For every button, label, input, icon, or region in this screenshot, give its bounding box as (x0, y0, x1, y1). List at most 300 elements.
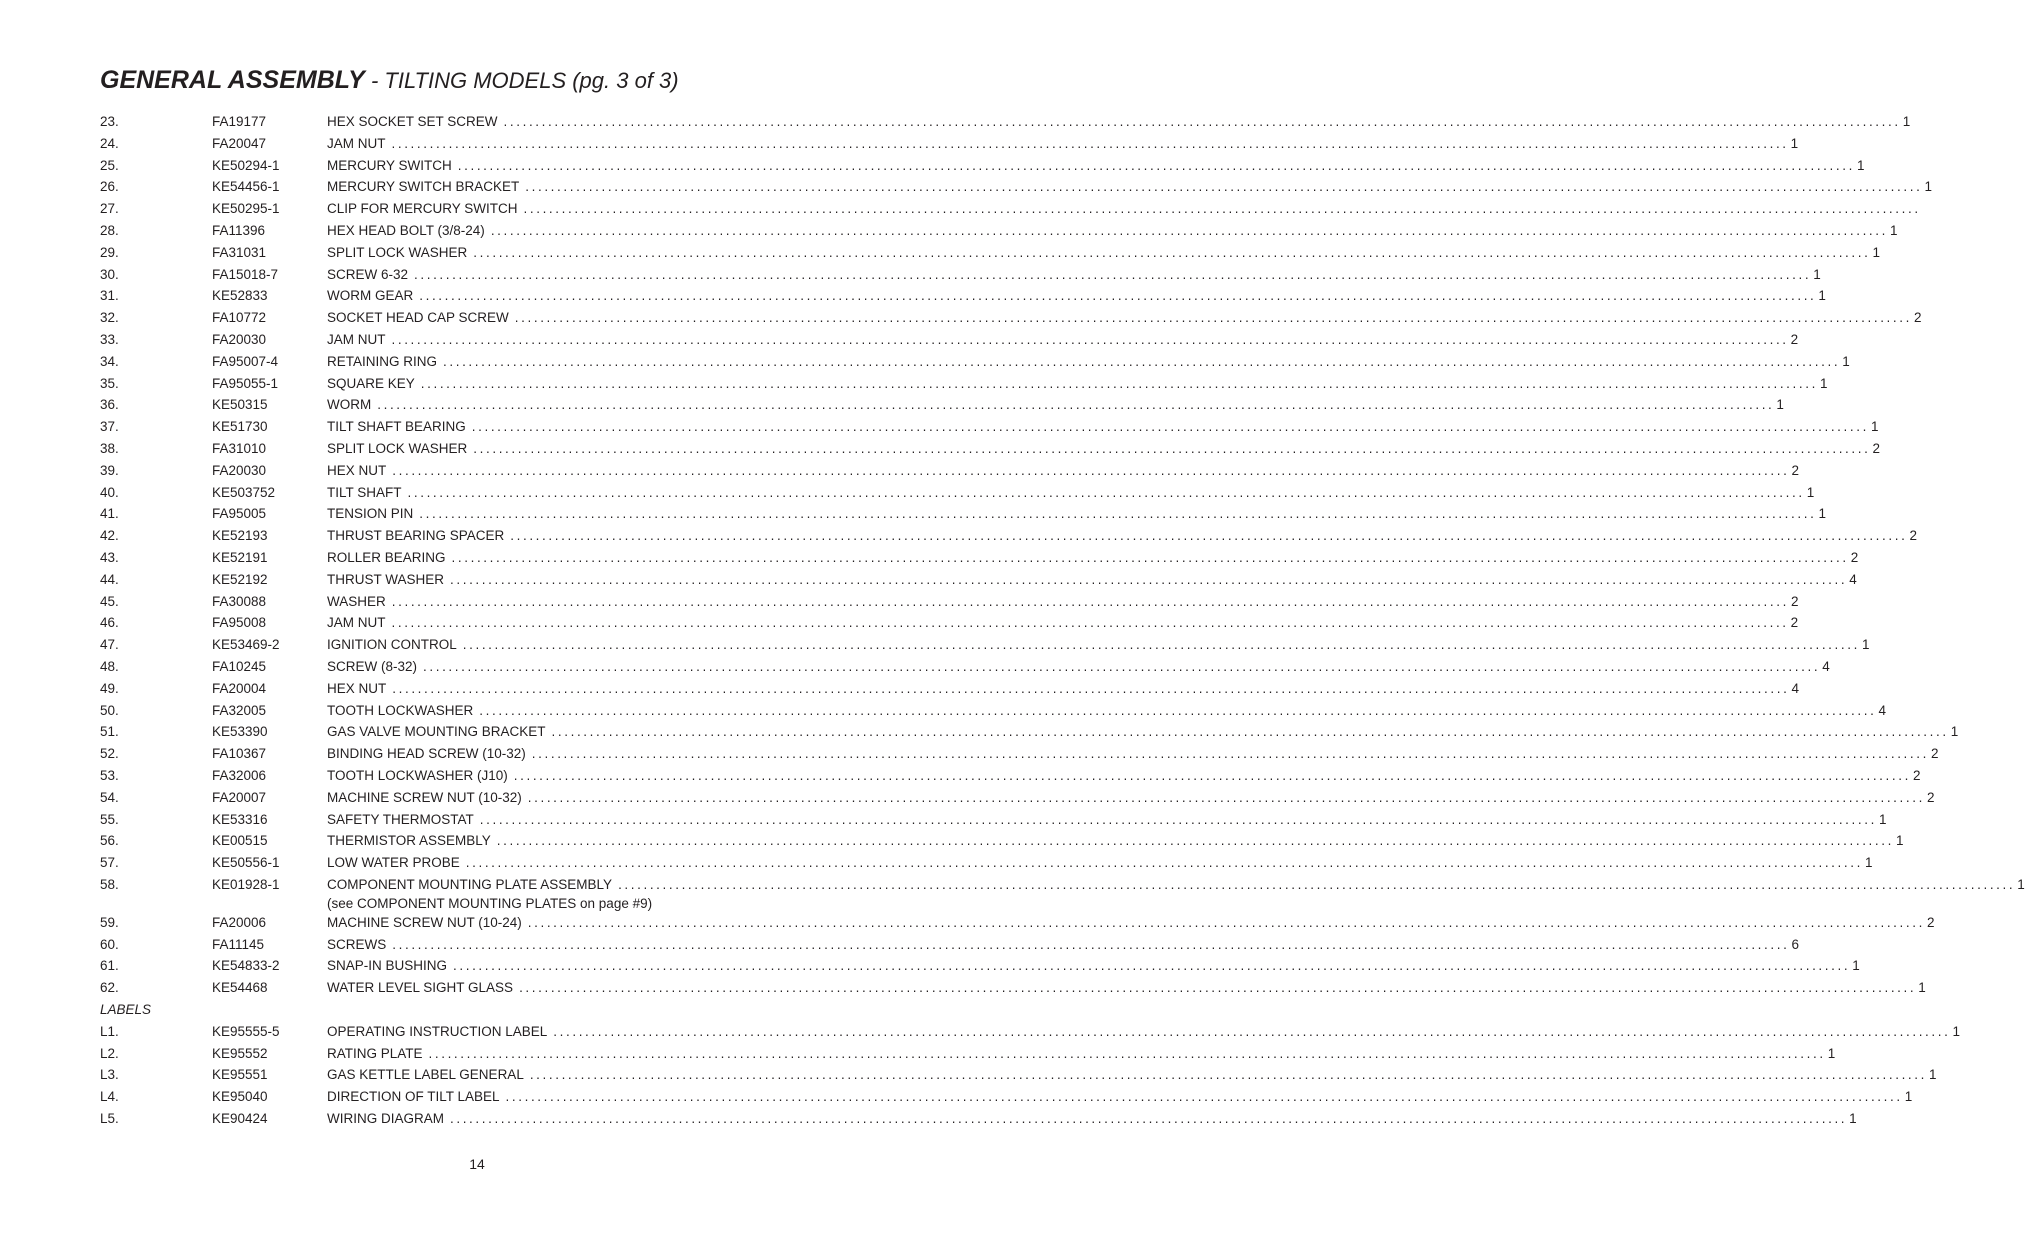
part-code: FA31010 (212, 440, 267, 456)
part-quantity: 2 (1926, 914, 1935, 930)
dot-leader: ............................................................................................................................................................................................................................ (479, 702, 1877, 718)
part-row (100, 198, 1921, 220)
part-description: HEX NUT (327, 680, 387, 696)
part-description-cell (327, 634, 1870, 656)
part-row (100, 634, 1870, 656)
part-code: KE95555-5 (212, 1023, 280, 1039)
part-description: COMPONENT MOUNTING PLATE ASSEMBLY (327, 876, 613, 892)
part-code: FA19177 (212, 114, 267, 129)
part-description: TILT SHAFT (327, 484, 402, 500)
part-description-cell (327, 787, 1935, 809)
part-row (100, 329, 1799, 351)
dot-leader: ............................................................................................................................................................................................................................ (419, 506, 1817, 522)
part-row (100, 721, 1959, 743)
dot-leader: ............................................................................................................................................................................................................................ (392, 936, 1790, 952)
dot-leader: ............................................................................................................................................................................................................................ (473, 440, 1871, 456)
part-description-cell (327, 1086, 1913, 1108)
part-description-cell (327, 307, 1922, 329)
part-item-number: 28. (100, 222, 119, 238)
part-item-number: 24. (100, 135, 119, 151)
part-row (100, 394, 1784, 416)
part-row (100, 547, 1859, 569)
dot-leader: ............................................................................................................................................................................................................................ (392, 462, 1790, 478)
part-description-cell (327, 1108, 1857, 1130)
part-quantity: 6 (1791, 936, 1799, 952)
part-code: FA20030 (212, 462, 267, 478)
dot-leader: ............................................................................................................................................................................................................................ (531, 746, 1929, 762)
part-description: THERMISTOR ASSEMBLY (327, 833, 491, 849)
part-quantity: 4 (1822, 658, 1830, 674)
part-code: FA20007 (212, 789, 267, 805)
part-description-cell (327, 525, 1917, 547)
labels-section-heading: LABELS (100, 1002, 152, 1018)
part-code: KE53316 (212, 811, 268, 827)
part-code: FA20004 (212, 680, 267, 696)
part-row (100, 264, 1821, 286)
part-description: JAM NUT (327, 331, 386, 347)
part-description-cell (327, 1064, 1937, 1086)
part-quantity: 1 (1856, 157, 1865, 173)
dot-leader: ............................................................................................................................................................................................................................ (551, 724, 1949, 740)
part-row (100, 830, 1904, 852)
dot-leader: ............................................................................................................................................................................................................................ (391, 615, 1789, 631)
part-quantity: 1 (1889, 222, 1898, 238)
dot-leader: ............................................................................................................................................................................................................................ (618, 876, 2016, 892)
part-row (100, 285, 1826, 307)
part-description-cell (327, 264, 1821, 286)
part-row (100, 373, 1828, 395)
part-code: FA10367 (212, 746, 267, 762)
part-row (100, 1021, 1960, 1043)
part-description-cell (327, 830, 1904, 852)
dot-leader: ............................................................................................................................................................................................................................ (514, 310, 1912, 326)
part-quantity: 2 (1791, 462, 1799, 478)
dot-leader: ............................................................................................................................................................................................................................ (392, 680, 1790, 696)
part-item-number: L3. (100, 1067, 119, 1083)
part-item-number: 41. (100, 506, 119, 522)
part-quantity: 2 (1790, 331, 1799, 347)
part-item-number: 36. (100, 397, 119, 413)
part-quantity: 1 (1924, 179, 1932, 195)
part-description: SPLIT LOCK WASHER (327, 244, 468, 260)
part-code: KE53390 (212, 724, 268, 740)
part-description-cell (327, 111, 1911, 133)
part-code: KE52192 (212, 571, 268, 587)
part-code: FA32006 (212, 767, 267, 783)
part-code: FA95008 (212, 615, 267, 631)
part-item-number: 51. (100, 724, 119, 740)
part-row (100, 569, 1857, 591)
part-description: HEX SOCKET SET SCREW (327, 114, 498, 129)
part-description-cell (327, 438, 1880, 460)
dot-leader: ............................................................................................................................................................................................................................ (391, 331, 1789, 347)
part-code: KE01928-1 (212, 876, 280, 892)
part-description: WORM GEAR (327, 288, 414, 304)
part-code: FA10245 (212, 658, 267, 674)
dot-leader: ............................................................................................................................................................................................................................ (479, 811, 1877, 827)
part-description-cell (327, 1021, 1960, 1043)
part-description: LOW WATER PROBE (327, 855, 460, 871)
part-code: KE52833 (212, 288, 268, 304)
part-item-number: 61. (100, 958, 119, 974)
part-quantity: 2 (1913, 310, 1922, 326)
part-code: FA11145 (212, 936, 265, 952)
part-description-cell (327, 934, 1799, 956)
part-row (100, 351, 1850, 373)
part-quantity: 1 (1878, 811, 1887, 827)
part-description-cell (327, 242, 1880, 264)
part-quantity: 1 (1952, 1023, 1960, 1039)
part-code: FA95005 (212, 506, 267, 522)
part-item-number: 60. (100, 936, 119, 952)
part-item-number: L4. (100, 1089, 119, 1105)
part-description: RETAINING RING (327, 353, 438, 369)
part-code: FA30088 (212, 593, 267, 609)
part-code: KE95552 (212, 1045, 268, 1061)
part-quantity: 1 (1806, 484, 1815, 500)
part-row (100, 977, 1926, 999)
part-description-cell (327, 416, 1879, 438)
part-code: FA95007-4 (212, 353, 279, 369)
part-quantity: 1 (1904, 1089, 1913, 1105)
part-code: KE95040 (212, 1089, 268, 1105)
part-quantity: 1 (1929, 1067, 1937, 1083)
part-row (100, 765, 1921, 787)
part-code: KE503752 (212, 484, 276, 500)
dot-leader: ............................................................................................................................................................................................................................ (453, 958, 1851, 974)
part-item-number: 43. (100, 549, 119, 565)
part-quantity: 1 (1852, 958, 1860, 974)
part-item-number: L5. (100, 1111, 119, 1127)
part-item-number: 38. (100, 440, 119, 456)
part-description-cell (327, 329, 1799, 351)
dot-leader: ............................................................................................................................................................................................................................ (490, 222, 1888, 238)
part-description-cell (327, 721, 1959, 743)
part-item-number: 39. (100, 462, 119, 478)
part-quantity: 2 (1790, 615, 1799, 631)
part-item-number: 59. (100, 914, 119, 930)
part-item-number: 34. (100, 353, 119, 369)
part-description: GAS KETTLE LABEL GENERAL (327, 1067, 524, 1083)
part-description: TOOTH LOCKWASHER (J10) (327, 767, 508, 783)
part-code: KE00515 (212, 833, 268, 849)
dot-leader: ............................................................................................................................................................................................................................ (423, 658, 1821, 674)
part-row (100, 176, 1932, 198)
part-row (100, 1064, 1937, 1086)
part-item-number: 44. (100, 571, 119, 587)
page-title (100, 62, 679, 99)
part-row (100, 852, 1873, 874)
dot-leader: ............................................................................................................................................................................................................................ (465, 855, 1863, 871)
part-row (100, 743, 1939, 765)
part-row (100, 1108, 1857, 1130)
part-description-cell (327, 220, 1898, 242)
part-description: MERCURY SWITCH BRACKET (327, 179, 520, 195)
part-description-cell (327, 198, 1921, 220)
part-row (100, 955, 1860, 977)
part-code: KE95551 (212, 1067, 268, 1083)
dot-leader: ............................................................................................................................................................................................................................ (457, 157, 1855, 173)
part-description-cell (327, 133, 1799, 155)
part-quantity: 4 (1878, 702, 1886, 718)
part-code: FA20030 (212, 331, 267, 347)
dot-leader: ............................................................................................................................................................................................................................ (407, 484, 1805, 500)
part-item-number: 47. (100, 637, 119, 653)
part-code: KE50315 (212, 397, 268, 413)
part-description: WASHER (327, 593, 386, 609)
part-code: KE53469-2 (212, 637, 280, 653)
part-description: GAS VALVE MOUNTING BRACKET (327, 724, 546, 740)
part-code: FA15018-7 (212, 266, 279, 282)
part-description: SPLIT LOCK WASHER (327, 440, 468, 456)
part-item-number: 27. (100, 201, 119, 217)
part-description-cell (327, 678, 1799, 700)
part-description: SNAP-IN BUSHING (327, 958, 448, 974)
part-row (100, 612, 1799, 634)
part-item-number: L1. (100, 1023, 119, 1039)
part-description-cell (327, 547, 1859, 569)
part-description: BINDING HEAD SCREW (10-32) (327, 746, 526, 762)
part-row (100, 111, 1911, 133)
part-description-cell (327, 1043, 1836, 1065)
part-code: KE50294-1 (212, 157, 280, 173)
part-item-number: 50. (100, 702, 119, 718)
part-description-cell (327, 591, 1799, 613)
dot-leader: ............................................................................................................................................................................................................................ (450, 1111, 1848, 1127)
part-item-number: 33. (100, 331, 119, 347)
part-row (100, 133, 1799, 155)
part-row (100, 1086, 1913, 1108)
title-subtitle: - TILTING MODELS (pg. 3 of 3) (364, 68, 679, 93)
part-quantity: 1 (1895, 833, 1904, 849)
part-row (100, 678, 1799, 700)
part-code: FA10772 (212, 310, 267, 326)
part-row (100, 307, 1922, 329)
part-description: SCREW (8-32) (327, 658, 418, 674)
part-quantity: 1 (1776, 397, 1784, 413)
part-row (100, 525, 1917, 547)
part-item-number: 30. (100, 266, 119, 282)
part-description-cell (327, 700, 1886, 722)
parts-list (100, 111, 2025, 1130)
part-row (100, 787, 1935, 809)
part-code: KE50556-1 (212, 855, 280, 871)
page-number: 14 (469, 1156, 485, 1172)
part-row (100, 155, 1865, 177)
part-quantity: 1 (1818, 506, 1826, 522)
part-code: KE54833-2 (212, 958, 280, 974)
part-description: CLIP FOR MERCURY SWITCH (327, 201, 518, 217)
part-row (100, 912, 1935, 934)
part-description: SOCKET HEAD CAP SCREW (327, 310, 509, 326)
part-item-number: 31. (100, 288, 119, 304)
part-item-number: 35. (100, 375, 119, 391)
part-code: FA31031 (212, 244, 267, 260)
part-row (100, 416, 1879, 438)
part-item-number: 53. (100, 767, 119, 783)
part-quantity: 1 (2017, 876, 2025, 892)
dot-leader: ............................................................................................................................................................................................................................ (471, 419, 1869, 435)
part-description-cell (327, 977, 1926, 999)
part-quantity: 1 (1842, 353, 1850, 369)
dot-leader: ............................................................................................................................................................................................................................ (462, 637, 1860, 653)
part-description: THRUST BEARING SPACER (327, 528, 505, 544)
dot-leader: ............................................................................................................................................................................................................................ (527, 914, 1925, 930)
part-quantity: 1 (1819, 375, 1828, 391)
part-description: TENSION PIN (327, 506, 414, 522)
part-quantity: 1 (1861, 637, 1870, 653)
part-row (100, 656, 1830, 678)
part-item-number: 46. (100, 615, 119, 631)
part-item-number: 57. (100, 855, 119, 871)
part-description: JAM NUT (327, 615, 386, 631)
part-description: THRUST WASHER (327, 571, 445, 587)
part-item-number: 54. (100, 789, 119, 805)
part-code: FA20006 (212, 914, 267, 930)
part-item-number: 32. (100, 310, 119, 326)
part-item-number: 52. (100, 746, 119, 762)
part-description-cell (327, 765, 1921, 787)
part-description: MACHINE SCREW NUT (10-24) (327, 914, 522, 930)
part-description: MACHINE SCREW NUT (10-32) (327, 789, 522, 805)
part-description-cell (327, 743, 1939, 765)
part-quantity: 2 (1850, 549, 1859, 565)
part-row (100, 809, 1887, 831)
dot-leader: ............................................................................................................................................................................................................................ (419, 288, 1817, 304)
part-description-cell (327, 373, 1828, 395)
part-description: SCREW 6-32 (327, 266, 409, 282)
part-item-number: 40. (100, 484, 119, 500)
part-row (100, 874, 2025, 912)
part-note: (see COMPONENT MOUNTING PLATES on page #9) (327, 895, 653, 911)
part-code: FA11396 (212, 222, 266, 238)
part-code: KE54468 (212, 980, 268, 996)
part-quantity: 1 (1827, 1045, 1836, 1061)
part-description-cell (327, 852, 1873, 874)
dot-leader: ............................................................................................................................................................................................................................ (443, 353, 1841, 369)
part-quantity: 2 (1930, 746, 1939, 762)
part-description: IGNITION CONTROL (327, 637, 457, 653)
dot-leader: ............................................................................................................................................................................................................................ (503, 114, 1901, 129)
part-description-cell (327, 351, 1850, 373)
dot-leader: ............................................................................................................................................................................................................................ (377, 397, 1775, 413)
part-item-number: 62. (100, 980, 119, 996)
dot-leader: ............................................................................................................................................................................................................................ (510, 528, 1908, 544)
part-description-cell (327, 569, 1857, 591)
part-quantity: 1 (1902, 114, 1911, 129)
dot-leader: ............................................................................................................................................................................................................................ (519, 980, 1917, 996)
part-description: WATER LEVEL SIGHT GLASS (327, 980, 514, 996)
dot-leader: ............................................................................................................................................................................................................................ (450, 571, 1848, 587)
part-description: ROLLER BEARING (327, 549, 446, 565)
part-item-number: 26. (100, 179, 119, 195)
part-description: OPERATING INSTRUCTION LABEL (327, 1023, 548, 1039)
dot-leader: ............................................................................................................................................................................................................................ (391, 135, 1789, 151)
part-item-number: 42. (100, 528, 119, 544)
part-description-cell (327, 503, 1826, 525)
part-description: SCREWS (327, 936, 387, 952)
part-item-number: 45. (100, 593, 119, 609)
part-quantity: 1 (1872, 244, 1880, 260)
part-quantity: 1 (1818, 288, 1826, 304)
part-item-number: 49. (100, 680, 119, 696)
part-code: KE50295-1 (212, 201, 280, 217)
part-description-cell (327, 955, 1860, 977)
part-quantity: 2 (1909, 528, 1917, 544)
dot-leader: ............................................................................................................................................................................................................................ (523, 201, 1921, 217)
part-code: KE52191 (212, 549, 268, 565)
part-quantity: 2 (1790, 593, 1799, 609)
part-code: KE51730 (212, 419, 268, 435)
part-quantity: 1 (1950, 724, 1959, 740)
part-description: TILT SHAFT BEARING (327, 419, 466, 435)
part-quantity: 1 (1870, 419, 1879, 435)
part-description-cell (327, 155, 1865, 177)
part-description-cell (327, 912, 1935, 934)
part-quantity: 4 (1849, 571, 1857, 587)
dot-leader: ............................................................................................................................................................................................................................ (428, 1045, 1826, 1061)
part-row (100, 934, 1799, 956)
dot-leader: ............................................................................................................................................................................................................................ (391, 593, 1789, 609)
part-row (100, 700, 1886, 722)
part-description-cell (327, 612, 1799, 634)
part-description-cell (327, 809, 1887, 831)
dot-leader: ............................................................................................................................................................................................................................ (525, 179, 1923, 195)
part-code: KE52193 (212, 528, 268, 544)
part-row (100, 503, 1826, 525)
part-quantity: 2 (1926, 789, 1935, 805)
part-description: SQUARE KEY (327, 375, 415, 391)
part-description-cell (327, 482, 1815, 504)
part-description-cell (327, 656, 1830, 678)
part-code: FA20047 (212, 135, 267, 151)
part-row (100, 242, 1880, 264)
part-quantity: 2 (1872, 440, 1880, 456)
part-code: FA32005 (212, 702, 267, 718)
dot-leader: ............................................................................................................................................................................................................................ (527, 789, 1925, 805)
part-description: WORM (327, 397, 372, 413)
part-row (100, 438, 1880, 460)
part-item-number: 29. (100, 244, 119, 260)
part-item-number: 56. (100, 833, 119, 849)
part-item-number: 55. (100, 811, 119, 827)
dot-leader: ............................................................................................................................................................................................................................ (505, 1089, 1903, 1105)
part-row (100, 591, 1799, 613)
part-description-cell (327, 394, 1784, 416)
part-row (100, 1043, 1836, 1065)
part-quantity: 2 (1912, 767, 1921, 783)
part-description-cell (327, 874, 2025, 911)
part-description-cell (327, 460, 1799, 482)
dot-leader: ............................................................................................................................................................................................................................ (529, 1067, 1927, 1083)
part-quantity: 1 (1864, 855, 1873, 871)
part-code: KE54456-1 (212, 179, 280, 195)
part-description-cell (327, 285, 1826, 307)
dot-leader: ............................................................................................................................................................................................................................ (513, 767, 1911, 783)
part-quantity: 1 (1918, 980, 1926, 996)
part-code: KE90424 (212, 1111, 268, 1127)
part-description: HEX HEAD BOLT (3/8-24) (327, 222, 485, 238)
part-item-number: 23. (100, 114, 119, 129)
title-main: GENERAL ASSEMBLY (100, 66, 365, 94)
part-description: MERCURY SWITCH (327, 157, 452, 173)
part-quantity: 1 (1790, 135, 1799, 151)
part-description: HEX NUT (327, 462, 387, 478)
part-code: FA95055-1 (212, 375, 279, 391)
part-row (100, 482, 1815, 504)
part-description: WIRING DIAGRAM (327, 1111, 444, 1127)
part-quantity: 4 (1791, 680, 1799, 696)
